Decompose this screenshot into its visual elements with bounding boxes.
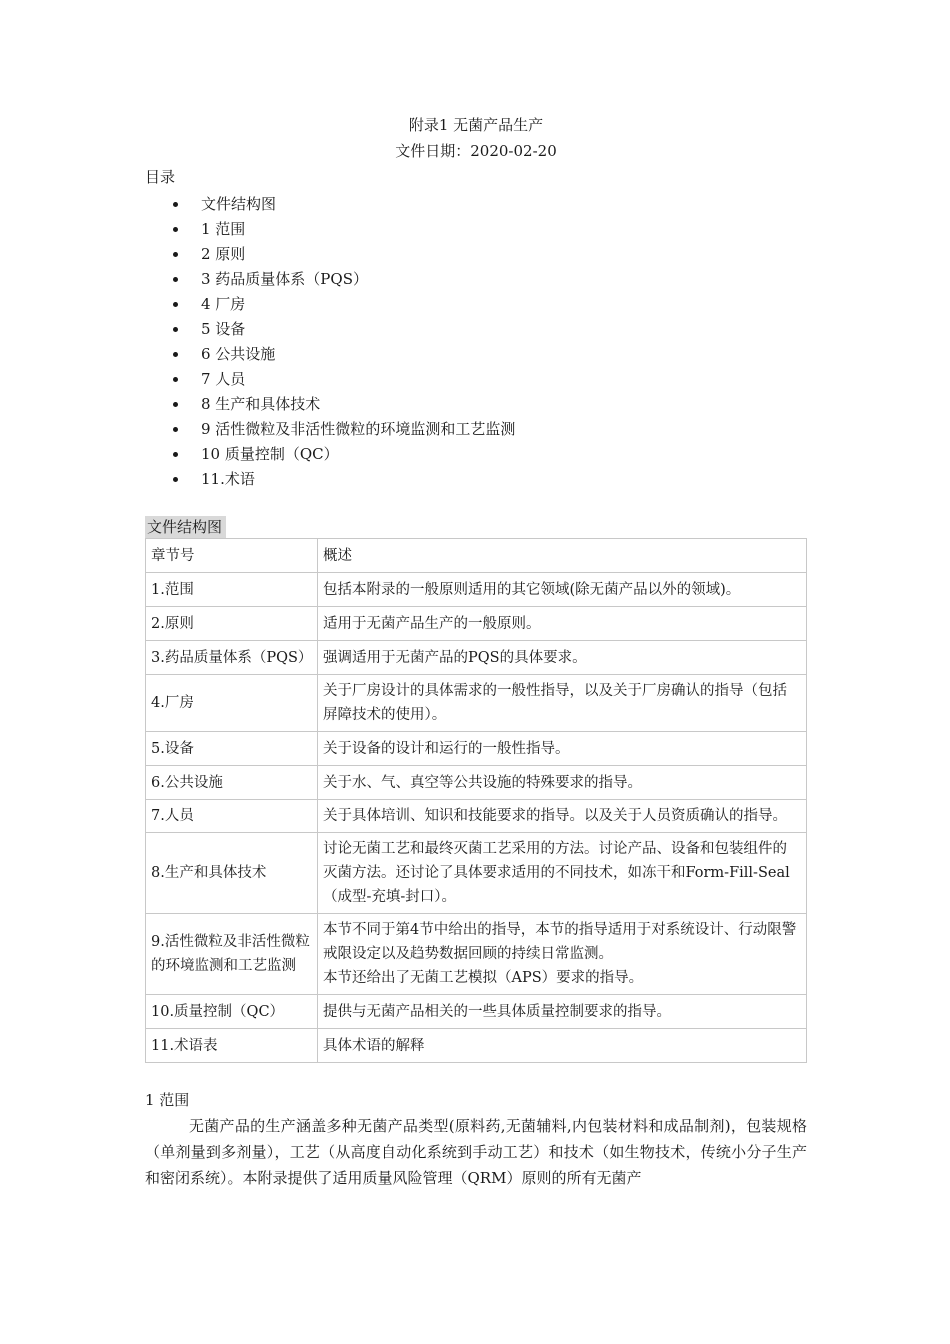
table-row — [146, 995, 807, 1029]
table-cell-summary: 讨论无菌工艺和最终灭菌工艺采用的方法。讨论产品、设备和包装组件的灭菌方法。还讨论了具体要求适用的不同技术，如冻干和Form-Fill-Seal（成型-充填-封口）。 — [318, 833, 807, 914]
table-header-cell: 章节号 — [146, 539, 318, 573]
toc-item[interactable] — [145, 367, 807, 392]
toc-item[interactable] — [145, 417, 807, 442]
toc-item[interactable] — [145, 467, 807, 492]
toc-list — [145, 192, 807, 492]
structure-table — [145, 538, 807, 1063]
toc-item-label: 2 原则 — [201, 245, 246, 263]
toc-item-label: 10 质量控制（QC） — [201, 445, 339, 463]
table-row — [146, 766, 807, 800]
table-cell-summary: 强调适用于无菌产品的PQS的具体要求。 — [318, 641, 807, 675]
toc-item[interactable] — [145, 392, 807, 417]
toc-item[interactable] — [145, 317, 807, 342]
table-cell-summary: 包括本附录的一般原则适用的其它领域(除无菌产品以外的领域)。 — [318, 573, 807, 607]
bullet-icon — [173, 202, 178, 207]
table-row — [146, 732, 807, 766]
table-row — [146, 573, 807, 607]
table-cell-summary: 具体术语的解释 — [318, 1029, 807, 1063]
toc-item-label: 3 药品质量体系（PQS） — [201, 270, 368, 288]
bullet-icon — [173, 302, 178, 307]
table-cell-summary: 关于设备的设计和运行的一般性指导。 — [318, 732, 807, 766]
toc-item-label: 9 活性微粒及非活性微粒的环境监测和工艺监测 — [201, 420, 516, 438]
table-cell-chapter: 4.厂房 — [146, 675, 318, 732]
table-row — [146, 833, 807, 914]
toc-item-label: 7 人员 — [201, 370, 246, 388]
toc-item[interactable] — [145, 217, 807, 242]
bullet-icon — [173, 327, 178, 332]
table-row — [146, 914, 807, 995]
table-row — [146, 607, 807, 641]
toc-item-label: 4 厂房 — [201, 295, 246, 313]
document-title: 附录1 无菌产品生产 — [408, 116, 544, 134]
table-cell-summary: 关于厂房设计的具体需求的一般性指导，以及关于厂房确认的指导（包括屏障技术的使用）。 — [318, 675, 807, 732]
toc-item-label: 5 设备 — [201, 320, 246, 338]
toc-item[interactable] — [145, 242, 807, 267]
table-cell-chapter: 3.药品质量体系（PQS） — [146, 641, 318, 675]
toc-item-label: 1 范围 — [201, 220, 246, 238]
table-cell-summary: 适用于无菌产品生产的一般原则。 — [318, 607, 807, 641]
table-cell-chapter: 6.公共设施 — [146, 766, 318, 800]
table-cell-chapter: 11.术语表 — [146, 1029, 318, 1063]
table-cell-chapter: 8.生产和具体技术 — [146, 833, 318, 914]
bullet-icon — [173, 477, 178, 482]
section-heading: 1 范围 — [145, 1091, 190, 1109]
table-cell-chapter: 1.范围 — [146, 573, 318, 607]
toc-item[interactable] — [145, 342, 807, 367]
toc-item[interactable] — [145, 442, 807, 467]
table-cell-summary: 关于水、气、真空等公共设施的特殊要求的指导。 — [318, 766, 807, 800]
bullet-icon — [173, 352, 178, 357]
toc-item-label: 8 生产和具体技术 — [201, 395, 321, 413]
bullet-icon — [173, 277, 178, 282]
section-paragraph: 无菌产品的生产涵盖多种无菌产品类型(原料药,无菌辅料,内包装材料和成品制剂)，包装规格（单剂量到多剂量），工艺（从高度自动化系统到手动工艺）和技术（如生物技术，传统小分子生产和密闭系统）。本附录提供了适用质量风险管理（QRM）原则的所有无菌产 — [145, 1117, 807, 1187]
document-date: 文件日期：2020-02-20 — [395, 142, 557, 160]
toc-item[interactable] — [145, 267, 807, 292]
toc-item-label: 11.术语 — [201, 470, 255, 488]
table-row — [146, 1029, 807, 1063]
toc-item[interactable] — [145, 192, 807, 217]
bullet-icon — [173, 427, 178, 432]
toc-title: 目录 — [145, 168, 176, 186]
toc-item[interactable] — [145, 292, 807, 317]
table-cell-chapter: 7.人员 — [146, 800, 318, 833]
table-cell-summary: 关于具体培训、知识和技能要求的指导。以及关于人员资质确认的指导。 — [318, 800, 807, 833]
table-cell-summary: 提供与无菌产品相关的一些具体质量控制要求的指导。 — [318, 995, 807, 1029]
table-header-cell: 概述 — [318, 539, 807, 573]
bullet-icon — [173, 227, 178, 232]
bullet-icon — [173, 252, 178, 257]
table-row — [146, 641, 807, 675]
bullet-icon — [173, 402, 178, 407]
table-cell-chapter: 9.活性微粒及非活性微粒的环境监测和工艺监测 — [146, 914, 318, 995]
table-cell-chapter: 10.质量控制（QC） — [146, 995, 318, 1029]
table-row — [146, 675, 807, 732]
toc-item-label: 6 公共设施 — [201, 345, 276, 363]
table-row — [146, 800, 807, 833]
table-header-row — [146, 539, 807, 573]
structure-section-label: 文件结构图 — [145, 516, 226, 538]
table-cell-chapter: 2.原则 — [146, 607, 318, 641]
document-page — [145, 112, 807, 1191]
table-cell-chapter: 5.设备 — [146, 732, 318, 766]
bullet-icon — [173, 377, 178, 382]
bullet-icon — [173, 452, 178, 457]
table-cell-summary: 本节不同于第4节中给出的指导，本节的指导适用于对系统设计、行动限警戒限设定以及趋势数据回顾的持续日常监测。 本节还给出了无菌工艺模拟（APS）要求的指导。 — [318, 914, 807, 995]
toc-item-label: 文件结构图 — [201, 195, 277, 213]
